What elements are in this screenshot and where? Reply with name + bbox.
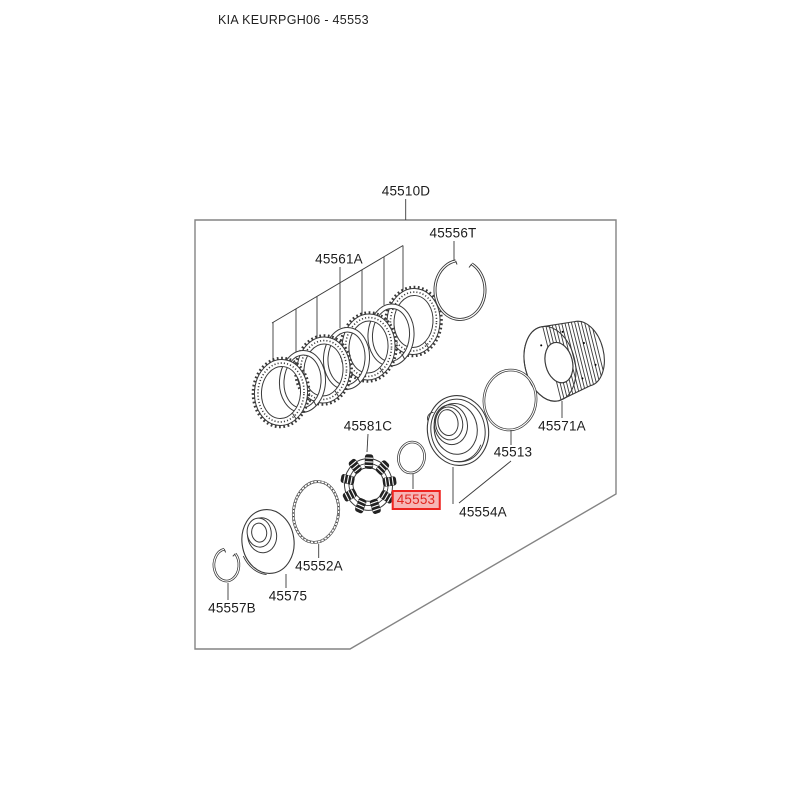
- part-label-45561a[interactable]: 45561A: [315, 251, 363, 267]
- part-45553-ring: [396, 440, 427, 475]
- part-45556t-snap-ring: [435, 261, 485, 320]
- part-45575-flange: [237, 506, 298, 577]
- part-label-45513[interactable]: 45513: [493, 444, 533, 460]
- part-label-45557b[interactable]: 45557B: [208, 600, 256, 616]
- part-label-45571a[interactable]: 45571A: [538, 418, 586, 434]
- part-label-45556t[interactable]: 45556T: [429, 225, 477, 241]
- part-label-45575[interactable]: 45575: [268, 588, 308, 604]
- part-label-45553-highlighted[interactable]: 45553: [392, 490, 441, 510]
- part-label-45552a[interactable]: 45552A: [295, 558, 343, 574]
- part-45557b-snap-ring: [214, 549, 239, 581]
- part-label-45554a[interactable]: 45554A: [459, 504, 507, 520]
- part-label-45581c[interactable]: 45581C: [343, 418, 393, 434]
- page-title: KIA KEURPGH06 - 45553: [218, 13, 369, 27]
- part-45561a-clutch-discs: [251, 286, 443, 429]
- part-label-45510d[interactable]: 45510D: [381, 183, 431, 199]
- diagram-frame: [195, 220, 616, 649]
- part-45552a-ring: [290, 479, 342, 545]
- part-45571a-drum: [517, 309, 613, 407]
